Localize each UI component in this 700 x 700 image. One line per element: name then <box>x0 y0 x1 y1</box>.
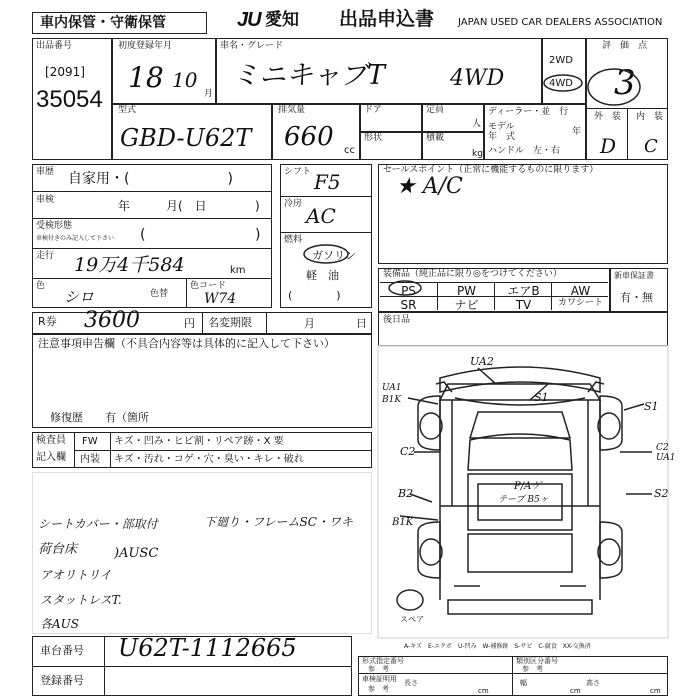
cert-label: 車検証明用 <box>362 675 397 683</box>
model-year-label2: 年 式 <box>488 132 516 142</box>
fuel-gas: ガソリン <box>312 249 356 262</box>
sales-point-value: ★ A/C <box>396 174 463 199</box>
history-line-4 <box>32 278 272 279</box>
inspector-int-items: キズ・汚れ・コゲ・穴・臭い・キレ・破れ <box>114 454 304 465</box>
equipment-item-label: カワシート <box>557 298 603 308</box>
logo-prefecture: 愛知 <box>265 10 299 30</box>
transfer-close: ) <box>255 227 261 243</box>
cert-ref: 参 考 <box>368 685 389 693</box>
ticket-label: R券 <box>38 315 57 328</box>
warranty-label: 新車保証書 <box>614 271 654 280</box>
wheel-rr <box>598 539 620 565</box>
rear-fender-r <box>600 522 622 578</box>
inspector-int-label: 内装 <box>80 454 100 465</box>
designation-label: 形式指定番号 <box>362 657 404 665</box>
disp-label: 排気量 <box>278 105 306 115</box>
wheel-fl <box>420 413 442 439</box>
bed-note: P/Aゲ <box>514 481 542 492</box>
mark-ua2: UA2 <box>470 355 494 368</box>
rear-bumper <box>448 600 592 614</box>
model-year-label: モデル <box>488 122 515 132</box>
ticket-value: 3600 <box>84 308 140 333</box>
wheel-fr <box>598 413 620 439</box>
inspection-label: 車検 <box>36 195 55 205</box>
displacement: 660 <box>284 122 334 152</box>
opt-2wd: 2WD <box>549 55 573 66</box>
width-label: 幅 <box>520 679 527 687</box>
equipment-item-label: PS <box>401 284 416 298</box>
leader-ua2 <box>478 368 496 384</box>
chassis-value: U62T-1112665 <box>118 634 297 662</box>
equipment-item-label: エアB <box>507 284 540 298</box>
inspector-hline <box>74 450 372 451</box>
first-reg-year: 18 <box>128 61 164 94</box>
damage-legend: A-キズ E-エクボ U-凹み W-補修跡 S-サビ C-腐食 XX-交換済 <box>404 643 591 650</box>
equipment-label: 装備品（純正品に限り◎をつけてください） <box>383 269 562 279</box>
after-goods-box <box>378 312 668 346</box>
model-label: 型式 <box>118 105 137 115</box>
diagram-frame <box>378 346 668 638</box>
handle-label: ハンドル 左・右 <box>488 146 561 156</box>
mileage: 19万4千584 <box>74 254 185 276</box>
note-line-6: スタットレスT. <box>40 593 122 607</box>
note-line-4: )AUSC <box>114 546 159 561</box>
cab-front <box>440 384 600 400</box>
class-ref: 参 考 <box>522 665 543 673</box>
rear-frame <box>440 506 600 600</box>
cc-unit: cc <box>344 145 355 156</box>
front-panel <box>455 398 585 405</box>
chassis-hline <box>32 666 352 667</box>
equipment-item <box>494 296 551 310</box>
equipment-item <box>437 296 494 310</box>
equipment-item <box>380 296 437 310</box>
storage-stamp: 車内保管・守衛保管 <box>40 15 166 31</box>
lot-number: 35054 <box>36 86 103 113</box>
mark-b1k-low: B1K <box>392 517 414 528</box>
mark-s1-right: S1 <box>644 400 659 413</box>
fender-fr <box>600 396 622 450</box>
equipment-grid <box>380 282 608 310</box>
leader-s1-right <box>624 404 644 410</box>
shift-line-2 <box>280 232 372 233</box>
length-cm: cm <box>478 687 489 695</box>
after-goods-label: 後日品 <box>383 315 411 325</box>
lot-bracket: [2091] <box>45 65 85 79</box>
ticket-month: 月 <box>304 317 315 330</box>
car-name-label: 車名・グレード <box>220 41 284 51</box>
int-label: 内 装 <box>636 112 664 122</box>
equipment-item-label: TV <box>515 298 532 312</box>
load-label: 積載 <box>426 133 445 143</box>
spare-label: スペア <box>400 615 424 624</box>
height-cm: cm <box>650 687 661 695</box>
shift-line-1 <box>280 196 372 197</box>
height-label: 高さ <box>586 679 600 687</box>
cab-roof <box>468 434 572 470</box>
drive-cell <box>542 38 586 104</box>
ticket-day: 日 <box>356 317 367 330</box>
storage-stamp-box <box>32 12 207 34</box>
equipment-item <box>551 296 608 310</box>
equipment-item <box>380 282 437 296</box>
drive-written: 4WD <box>450 66 505 91</box>
shape-label: 形状 <box>364 133 383 143</box>
transfer-note: 車検付きのみ記入して下さい <box>36 235 115 242</box>
ac-value: AC <box>306 204 336 228</box>
rename-label: 名変期限 <box>208 316 252 329</box>
km-unit: km <box>230 265 246 276</box>
year-unit: 年 <box>572 127 582 137</box>
opt-4wd: 4WD <box>549 78 573 89</box>
first-reg-month: 10 <box>172 68 198 92</box>
rear-fender-l <box>418 522 440 578</box>
mark-c2-right: C2 <box>656 443 669 453</box>
equipment-item <box>494 282 551 296</box>
registration-label: 登録番号 <box>40 674 84 687</box>
left-side <box>440 400 452 506</box>
class-label: 類別区分番号 <box>516 657 558 665</box>
fuel-label: 燃料 <box>284 235 303 245</box>
fender-fl <box>418 396 440 450</box>
ext-grade: D <box>600 134 617 158</box>
model: GBD-U62T <box>120 124 252 152</box>
ticket-divider-2 <box>266 312 267 334</box>
form-subtitle: JAPAN USED CAR DEALERS ASSOCIATION <box>458 17 663 28</box>
equipment-item-label: AW <box>570 284 591 298</box>
wheel-rl <box>420 539 442 565</box>
form-title: 出品申込書 <box>339 8 435 30</box>
inspector-fw-items: キズ・凹み・ヒビ割・リペア跡・X 要 <box>114 436 284 447</box>
grade: 3 <box>614 63 636 103</box>
ac-label: 冷房 <box>284 199 303 209</box>
int-grade: C <box>644 136 658 157</box>
equipment-item-label: ナビ <box>454 298 479 312</box>
inspection-close: ) <box>255 199 260 213</box>
equipment-item <box>437 282 494 296</box>
equipment-item <box>551 282 608 296</box>
mark-b2: B2 <box>398 487 414 500</box>
spare-tire <box>397 590 423 610</box>
shift-value: F5 <box>314 170 341 194</box>
spec-box <box>358 656 668 696</box>
color-code-label: 色コード <box>190 281 227 291</box>
sales-point-label: セールスポイント（正常に機能するものに限ります） <box>383 165 599 175</box>
note-line-2: 下廻り・フレームSC・ワキ <box>204 515 353 529</box>
equipment-item-label: SR <box>400 298 417 312</box>
spec-vline <box>512 656 513 696</box>
ticket-divider <box>202 312 203 334</box>
history-line-2 <box>32 218 272 219</box>
inspector-label-1: 検査員 <box>36 435 66 446</box>
person-unit: 人 <box>472 119 482 129</box>
grade-vdivider <box>627 108 628 160</box>
logo-mark: JU <box>237 9 261 31</box>
first-reg-label: 初度登録年月 <box>118 41 173 51</box>
note-line-7: 各AUS <box>40 617 80 631</box>
door-label: ドア <box>364 105 382 115</box>
shift-label: シフト <box>284 167 312 177</box>
front-bumper <box>440 367 600 392</box>
mirror-right <box>588 382 604 392</box>
history-value: 自家用・( ) <box>68 171 233 187</box>
designation-ref: 参 考 <box>368 665 389 673</box>
note-line-5: アオリトリイ <box>40 568 112 582</box>
mirror-left <box>436 382 452 392</box>
notes-label: 注意事項申告欄（不具合内容等は具体的に記入して下さい） <box>38 337 335 350</box>
transfer-label: 受検形態 <box>36 221 73 231</box>
capacity-label: 定員 <box>426 105 445 115</box>
fuel-diesel: 軽 油 <box>306 269 339 282</box>
bed-note-2: テープ B5ヶ <box>498 495 549 505</box>
chassis-vline <box>104 636 105 696</box>
ext-label: 外 装 <box>594 112 622 122</box>
mark-b1k: B1K <box>382 395 402 405</box>
month-suffix: 月 <box>204 89 214 99</box>
repair-label: 修復歴 有（箇所 <box>50 411 149 424</box>
mark-s1-top: S1 <box>534 391 549 404</box>
mark-s2-right: S2 <box>654 487 669 500</box>
transfer-open: ( <box>140 227 146 243</box>
history-line-3 <box>32 248 272 249</box>
free-notes-area <box>32 472 372 634</box>
ticket-yen: 円 <box>184 317 195 330</box>
length-label: 長さ <box>404 679 418 687</box>
kg-unit: kg <box>472 149 483 159</box>
chassis-label: 車台番号 <box>40 644 84 657</box>
note-line-1: シートカバー・部取付 <box>38 517 158 531</box>
history-label: 車歴 <box>36 167 55 177</box>
color-label: 色 <box>36 281 46 291</box>
warranty-value: 有・無 <box>620 291 653 304</box>
lot-label: 出品番号 <box>36 41 73 51</box>
rear-tailgate <box>468 534 572 572</box>
width-cm: cm <box>570 687 581 695</box>
spec-hline <box>358 673 668 674</box>
color-divider <box>186 278 187 308</box>
color-code: W74 <box>204 291 237 307</box>
dealer-label: ディーラー・並 行 <box>488 107 569 117</box>
mark-ua1: UA1 <box>382 383 402 393</box>
grade-label: 評 価 点 <box>602 41 648 51</box>
inspector-fw-label: FW <box>82 436 98 447</box>
mark-c2-left: C2 <box>400 445 416 458</box>
mileage-label: 走行 <box>36 251 55 261</box>
equipment-item-label: PW <box>456 284 477 298</box>
mark-ua1-right: UA1 <box>656 453 676 463</box>
inspection-value: 年 月( 日 <box>118 199 207 213</box>
color-no-label: 色替 <box>150 289 169 299</box>
right-side <box>588 400 600 506</box>
fuel-other: ( ) <box>288 289 341 302</box>
history-line-1 <box>32 191 272 192</box>
leader-b1k <box>408 398 438 404</box>
leader-b2 <box>410 494 432 502</box>
color: シロ <box>64 288 95 306</box>
note-line-3: 荷台床 <box>38 542 78 557</box>
car-name: ミニキャブT <box>232 60 386 91</box>
inspector-label-2: 記入欄 <box>36 452 66 463</box>
windshield <box>470 412 570 438</box>
